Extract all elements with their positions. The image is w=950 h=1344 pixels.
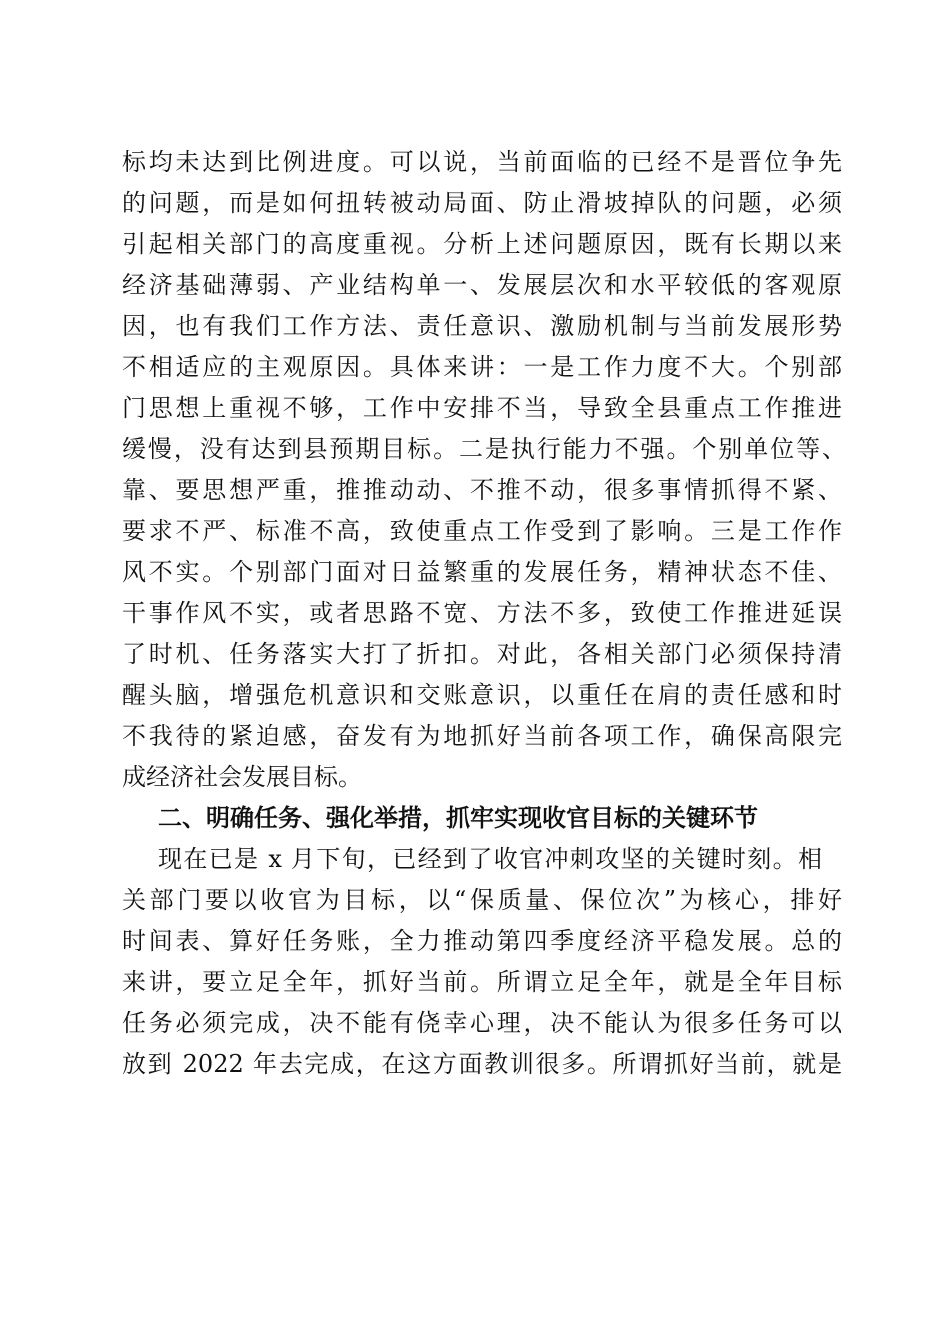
paragraph-line: 靠、要思想严重，推推动动、不推不动，很多事情抓得不紧、 xyxy=(122,476,842,504)
paragraph-line: 的问题，而是如何扭转被动局面、防止滑坡掉队的问题，必须 xyxy=(122,189,842,217)
paragraph-line: 风不实。个别部门面对日益繁重的发展任务，精神状态不佳、 xyxy=(122,558,842,586)
paragraph-line: 来讲，要立足全年，抓好当前。所谓立足全年，就是全年目标 xyxy=(122,968,842,996)
paragraph-line: 不我待的紧迫感，奋发有为地抓好当前各项工作，确保高限完 xyxy=(122,722,842,750)
paragraph-line: 了时机、任务落实大打了折扣。对此，各相关部门必须保持清 xyxy=(122,640,842,668)
paragraph-line: 标均未达到比例进度。可以说，当前面临的已经不是晋位争先 xyxy=(122,148,842,176)
paragraph-line: 经济基础薄弱、产业结构单一、发展层次和水平较低的客观原 xyxy=(122,271,842,299)
paragraph-line: 要求不严、标准不高，致使重点工作受到了影响。三是工作作 xyxy=(122,517,842,545)
paragraph-line: 关部门要以收官为目标，以“保质量、保位次”为核心，排好 xyxy=(122,886,842,914)
paragraph-line: 任务必须完成，决不能有侥幸心理，决不能认为很多任务可以 xyxy=(122,1009,842,1037)
paragraph-line: 现在已是 x 月下旬，已经到了收官冲刺攻坚的关键时刻。相 xyxy=(158,845,822,873)
paragraph-line: 引起相关部门的高度重视。分析上述问题原因，既有长期以来 xyxy=(122,230,842,258)
paragraph-line: 时间表、算好任务账，全力推动第四季度经济平稳发展。总的 xyxy=(122,927,842,955)
section-heading: 二、明确任务、强化举措，抓牢实现收官目标的关键环节 xyxy=(158,804,758,832)
paragraph-line: 因，也有我们工作方法、责任意识、激励机制与当前发展形势 xyxy=(122,312,842,340)
paragraph-line: 成经济社会发展目标。 xyxy=(122,763,362,791)
paragraph-line: 干事作风不实，或者思路不宽、方法不多，致使工作推进延误 xyxy=(122,599,842,627)
paragraph-line: 不相适应的主观原因。具体来讲：一是工作力度不大。个别部 xyxy=(122,353,842,381)
paragraph-line: 放到 2022 年去完成，在这方面教训很多。所谓抓好当前，就是 xyxy=(122,1050,842,1078)
paragraph-line: 缓慢，没有达到县预期目标。二是执行能力不强。个别单位等、 xyxy=(122,435,846,463)
paragraph-line: 醒头脑，增强危机意识和交账意识，以重任在肩的责任感和时 xyxy=(122,681,842,709)
paragraph-line: 门思想上重视不够，工作中安排不当，导致全县重点工作推进 xyxy=(122,394,842,422)
